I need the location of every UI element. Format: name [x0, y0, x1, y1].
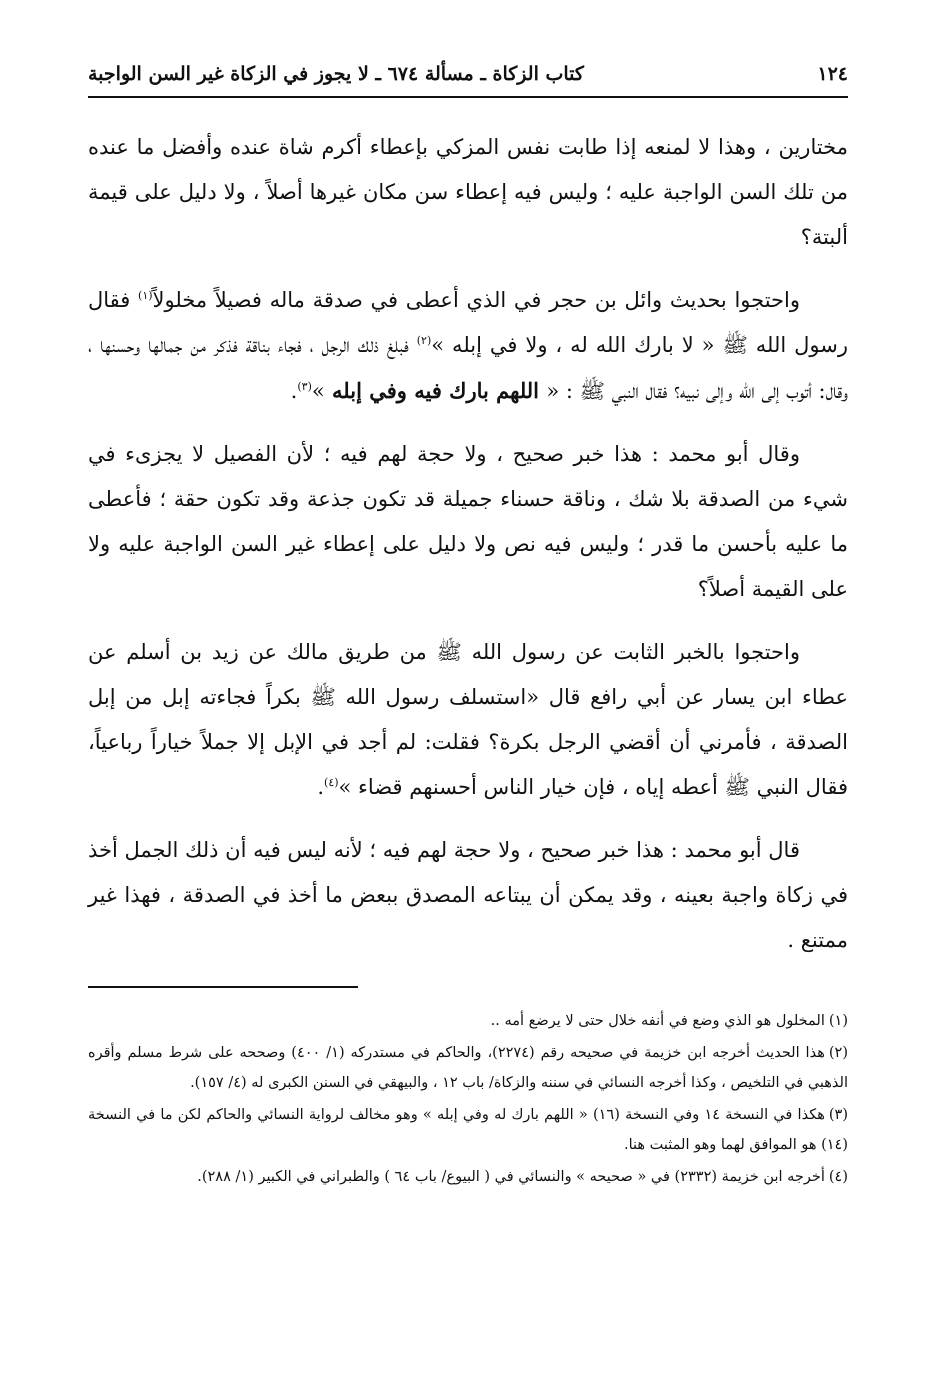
footnote-ref-3: (٣): [297, 380, 312, 393]
footnote-4: [88, 1162, 848, 1192]
footnote-number: (٣): [828, 1107, 848, 1123]
footnote-text: أخرجه ابن خزيمة (٢٣٣٢) في « صحيحه » والنسائي في ( البيوع/ باب ٦٤ ) والطبراني في الكبير (١/ ٢٨٨).: [197, 1169, 825, 1185]
footnote-1: [88, 1006, 848, 1036]
page-number: ١٢٤: [817, 63, 848, 85]
footnote-number: (٤): [828, 1169, 848, 1185]
paragraph-2-part-c: فبلغ ذلك الرجل ، فجاء بناقة فذكر من جمالها وحسنها ، وقال: أتوب إلى الله وإلى نبيه؟ فقال النبي ﷺ : «: [88, 333, 848, 403]
paragraph-1: مختارين ، وهذا لا لمنعه إذا طابت نفس المزكي بإعطاء أكرم شاة عنده وأفضل ما عنده من تلك السن الواجبة عليه ؛ وليس فيه إعطاء سن مكان غيرها أصلاً ، ولا دليل على قيمة ألبتة؟: [88, 135, 848, 249]
footnote-3: [88, 1100, 848, 1160]
paragraph-4-part-a: واحتجوا بالخبر الثابت عن رسول الله ﷺ من طريق مالك عن زيد بن أسلم عن عطاء ابن يسار عن أبي رافع قال «استسلف رسول الله ﷺ بكراً فجاءته إبل من إبل الصدقة ، فأمرني أن أقضي الرجل بكرة؟ فقلت: لم أجد في الإبل إلا جملاً خياراً رباعياً، فقال النبي ﷺ أعطه إياه ، فإن خيار الناس أحسنهم قضاء »: [88, 640, 848, 799]
footnote-ref-4: (٤): [324, 776, 339, 789]
footnote-text: المخلول هو الذي وضع في أنفه خلال حتى لا يرضع أمه ..: [490, 1013, 825, 1029]
paragraph-2-part-a: واحتجوا بحديث وائل بن حجر في الذي أعطى في صدقة ماله فصيلاً مخلولاً: [152, 288, 800, 312]
paragraph-2-part-d: »: [311, 379, 325, 403]
footnotes: [88, 1006, 848, 1194]
footnote-text: هذا الحديث أخرجه ابن خزيمة في صحيحه رقم (٢٢٧٤)، والحاكم في مستدركه (١/ ٤٠٠) وصححه على شرط مسلم وأقره الذهبي في التلخيص ، وكذا أخرجه النسائي في سننه والزكاة/ باب ١٢ ، والبيهقي في السنن الكبرى له (٤/ ١٥٧).: [88, 1045, 848, 1091]
header-divider: [88, 96, 848, 98]
main-text: [88, 125, 848, 981]
footnote-ref-1: (١): [138, 289, 153, 302]
book-page: [88, 0, 848, 1375]
footnote-number: (٢): [828, 1045, 848, 1061]
footnote-text: هكذا في النسخة ١٤ وفي النسخة (١٦) « اللهم بارك له وفي إبله » وهو مخالف لرواية النسائي والحاكم لكن ما في النسخة (١٤) هو الموافق لهما وهو المثبت هنا.: [88, 1107, 848, 1153]
paragraph-2-part-e: .: [290, 379, 298, 403]
paragraph-2-part-b: فقال رسول الله ﷺ « لا بارك الله له ، ولا في إبله »: [88, 288, 848, 357]
paragraph-4-part-b: .: [317, 775, 325, 799]
running-header: [88, 54, 848, 94]
paragraph-2: [88, 278, 848, 414]
footnote-2: [88, 1038, 848, 1098]
running-title: كتاب الزكاة ـ مسألة ٦٧٤ ـ لا يجوز في الزكاة غير السن الواجبة: [88, 63, 584, 85]
paragraph-4: [88, 630, 848, 810]
prayer-quote: اللهم بارك فيه وفي إبله: [324, 378, 547, 403]
paragraph-3: وقال أبو محمد : هذا خبر صحيح ، ولا حجة لهم فيه ؛ لأن الفصيل لا يجزىء في شيء من الصدقة بلا شك ، وناقة حسناء جميلة قد تكون جذعة وقد تكون حقة ؛ فأعطى ما عليه بأحسن ما قدر ؛ وليس فيه نص ولا دليل على إعطاء غير السن الواجبة عليه ولا على القيمة أصلاً؟: [88, 442, 848, 601]
footnote-ref-2: (٢): [416, 334, 432, 347]
paragraph-5: قال أبو محمد : هذا خبر صحيح ، ولا حجة لهم فيه ؛ لأنه ليس فيه أن ذلك الجمل أخذ في زكاة واجبة بعينه ، وقد يمكن أن يبتاعه المصدق ببعض ما أخذ في الصدقة ، فهذا غير ممتنع .: [88, 838, 848, 952]
footnote-divider: [88, 986, 358, 988]
footnote-number: (١): [828, 1013, 848, 1029]
